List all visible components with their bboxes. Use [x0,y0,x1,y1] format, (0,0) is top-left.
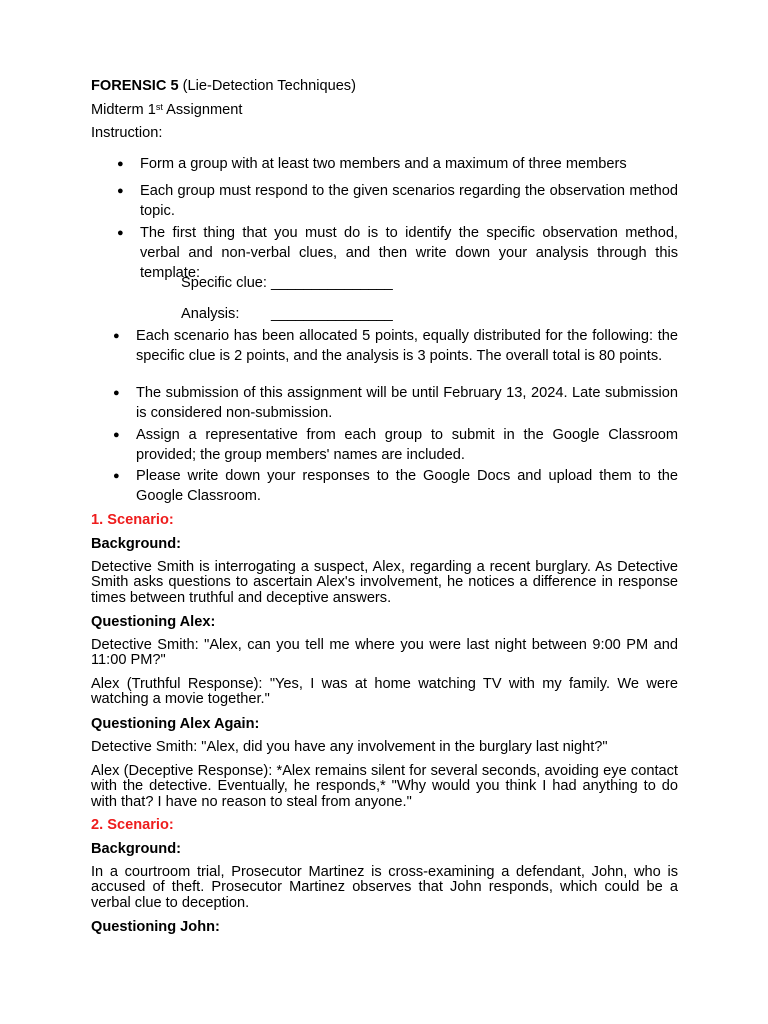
template-analysis-blank: _______________ [271,306,393,322]
template-specific-clue: Specific clue: _______________ [181,275,393,291]
bullet-marker: ● [113,429,120,441]
instruction-item: The submission of this assignment will be until February 13, 2024. Late submission is considered non-submission. [136,385,678,421]
bullet-marker: ● [117,185,124,197]
scenario-1-questioning-label: Questioning Alex: [91,614,216,630]
instruction-item: Each scenario has been allocated 5 points, equally distributed for the following: the specific clue is 2 points, and the analysis is 3 points. The overall total is 80 points. [136,328,678,364]
assignment-title: Midterm 1st Assignment [91,102,243,118]
bullet-marker: ● [117,227,124,239]
instruction-item: Please write down your responses to the Google Docs and upload them to the Google Classroom. [136,468,678,504]
course-title: (Lie-Detection Techniques) [182,78,356,94]
bullet-marker: ● [113,470,120,482]
bullet-marker: ● [113,330,120,342]
scenario-2-heading: 2. Scenario: [91,817,174,833]
scenario-2-background: In a courtroom trial, Prosecutor Martinez is cross-examining a defendant, John, who is accused of theft. Prosecutor Martinez observes that John responds, which could be a verbal clue to deception. [91,864,678,911]
scenario-1-truthful-answer: Alex (Truthful Response): "Yes, I was at home watching TV with my family. We were watching a movie together." [91,676,678,708]
course-heading [91,78,356,95]
scenario-1-deceptive-answer: Alex (Deceptive Response): *Alex remains silent for several seconds, avoiding eye contact with the detective. Eventually, he responds,* "Why would you think I had anything to do with that? I have no reason to steal from anyone." [91,763,678,810]
scenario-1-background: Detective Smith is interrogating a suspect, Alex, regarding a recent burglary. As Detective Smith asks questions to ascertain Alex's involvement, he notices a difference in response times between truthful and deceptive answers. [91,559,678,606]
scenario-1-background-label: Background: [91,536,181,552]
scenario-1-questioning-again-label: Questioning Alex Again: [91,716,260,732]
scenario-2-background-label: Background: [91,841,181,857]
scenario-1-heading: 1. Scenario: [91,512,174,528]
course-code: FORENSIC 5 [91,78,179,94]
instruction-item: Form a group with at least two members and a maximum of three members [140,156,627,172]
scenario-1-question-2: Detective Smith: "Alex, did you have any involvement in the burglary last night?" [91,739,608,755]
bullet-marker: ● [113,387,120,399]
bullet-marker: ● [117,158,124,170]
scenario-2-questioning-label: Questioning John: [91,919,220,935]
instruction-item: Assign a representative from each group to submit in the Google Classroom provided; the group members' names are included. [136,427,678,463]
scenario-1-question: Detective Smith: "Alex, can you tell me where you were last night between 9:00 PM and 11:00 PM?" [91,637,678,669]
instruction-item: Each group must respond to the given scenarios regarding the observation method topic. [140,183,678,219]
instruction-item: The first thing that you must do is to identify the specific observation method, verbal and non-verbal clues, and then write down your analysis through this template: [140,225,678,281]
instruction-label: Instruction: [91,125,163,141]
template-analysis-label: Analysis: [181,306,240,322]
